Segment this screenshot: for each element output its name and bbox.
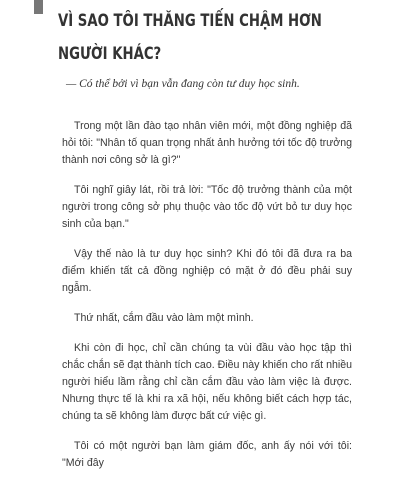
chapter-subtitle: — Có thể bởi vì bạn vẫn đang còn tư duy học sinh.	[66, 78, 300, 90]
chapter-title	[58, 5, 322, 71]
chapter-title-line-1: VÌ SAO TÔI THĂNG TIẾN CHẬM HƠN	[58, 11, 322, 31]
paragraph: Vậy thế nào là tư duy học sinh? Khi đó tôi đã đưa ra ba điểm khiến tất cả đồng nghiệp có mặt ở đó đều phải suy ngẫm.	[62, 248, 352, 294]
chapter-title-line-2: NGƯỜI KHÁC?	[58, 44, 162, 64]
paragraph: Thứ nhất, cắm đầu vào làm một mình.	[74, 312, 254, 324]
paragraph: Trong một lần đào tạo nhân viên mới, một đồng nghiệp đã hỏi tôi: "Nhân tố quan trọng nhất ảnh hưởng tới tốc độ trưởng thành nơi công sở là gì?"	[62, 120, 352, 166]
body-text	[62, 118, 352, 485]
paragraph: Tôi có một người bạn làm giám đốc, anh ấy nói với tôi: "Mới đây	[62, 440, 352, 469]
chapter-marker-tab	[34, 0, 43, 14]
paragraph: Khi còn đi học, chỉ cần chúng ta vùi đầu vào học tập thì chắc chắn sẽ đạt thành tích cao. Điều này khiến cho rất nhiều người hiểu lầm rằng chỉ cần cắm đầu vào làm việc là được. Nhưng thực tế là khi ra xã hội, nếu không biết cách hợp tác, chúng ta sẽ không làm được bất cứ việc gì.	[62, 342, 352, 422]
paragraph: Tôi nghĩ giây lát, rồi trả lời: "Tốc độ trưởng thành của một người trong công sở phụ thuộc vào tốc độ vứt bỏ tư duy học sinh của bạn."	[62, 184, 352, 230]
